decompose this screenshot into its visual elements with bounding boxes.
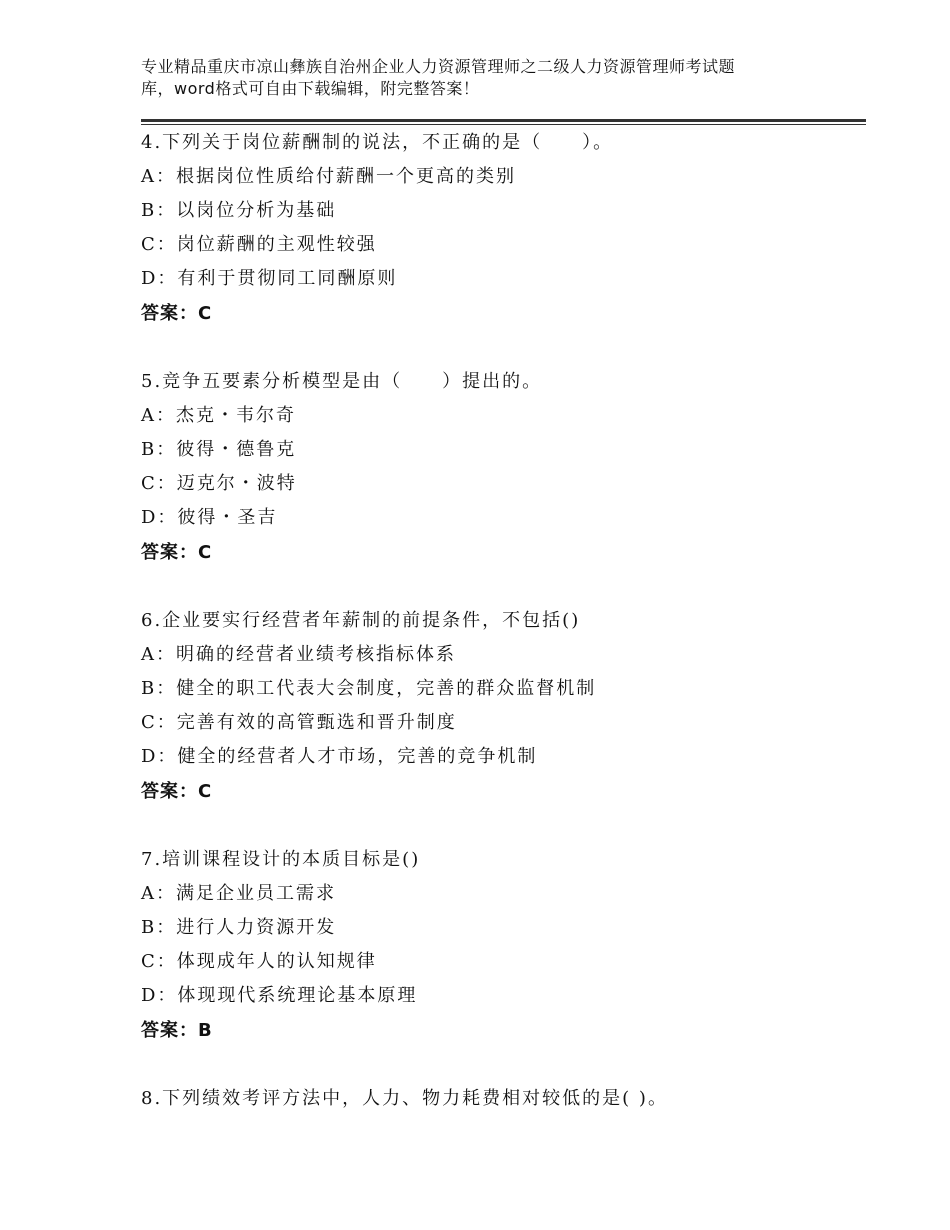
question-5-option-c: C：迈克尔・波特 xyxy=(141,473,297,494)
question-5-stem: 5.竞争五要素分析模型是由（ ）提出的。 xyxy=(141,371,543,392)
question-4-option-b: B：以岗位分析为基础 xyxy=(141,200,337,221)
question-5-option-b: B：彼得・德鲁克 xyxy=(141,439,297,460)
header-divider-thin xyxy=(141,124,866,125)
question-8-stem: 8.下列绩效考评方法中，人力、物力耗费相对较低的是( )。 xyxy=(141,1088,668,1109)
question-6-stem: 6.企业要实行经营者年薪制的前提条件，不包括() xyxy=(141,610,581,631)
question-6-option-b: B：健全的职工代表大会制度，完善的群众监督机制 xyxy=(141,678,597,699)
question-7-option-b: B：进行人力资源开发 xyxy=(141,917,337,938)
header-line-1: 专业精品重庆市凉山彝族自治州企业人力资源管理师之二级人力资源管理师考试题 xyxy=(141,57,736,76)
question-7-option-d: D：体现现代系统理论基本原理 xyxy=(141,985,418,1006)
question-4-answer: 答案：C xyxy=(141,303,213,324)
question-6-option-c: C：完善有效的高管甄选和晋升制度 xyxy=(141,712,457,733)
question-4-option-c: C：岗位薪酬的主观性较强 xyxy=(141,234,377,255)
document-header xyxy=(141,56,841,100)
question-5-answer: 答案：C xyxy=(141,542,213,563)
question-7-option-c: C：体现成年人的认知规律 xyxy=(141,951,377,972)
question-4-option-a: A：根据岗位性质给付薪酬一个更高的类别 xyxy=(141,166,516,187)
question-5-option-a: A：杰克・韦尔奇 xyxy=(141,405,296,426)
question-6-option-a: A：明确的经营者业绩考核指标体系 xyxy=(141,644,456,665)
question-7-option-a: A：满足企业员工需求 xyxy=(141,883,336,904)
question-7-answer: 答案：B xyxy=(141,1020,213,1041)
question-4-stem: 4.下列关于岗位薪酬制的说法，不正确的是（ ）。 xyxy=(141,132,614,153)
header-divider-thick xyxy=(141,119,866,122)
header-line-2: 库，word格式可自由下载编辑，附完整答案！ xyxy=(141,79,480,98)
question-5-option-d: D：彼得・圣吉 xyxy=(141,507,278,528)
question-4-option-d: D：有利于贯彻同工同酬原则 xyxy=(141,268,398,289)
question-6-option-d: D：健全的经营者人才市场，完善的竞争机制 xyxy=(141,746,538,767)
question-6-answer: 答案：C xyxy=(141,781,213,802)
question-7-stem: 7.培训课程设计的本质目标是() xyxy=(141,849,421,870)
